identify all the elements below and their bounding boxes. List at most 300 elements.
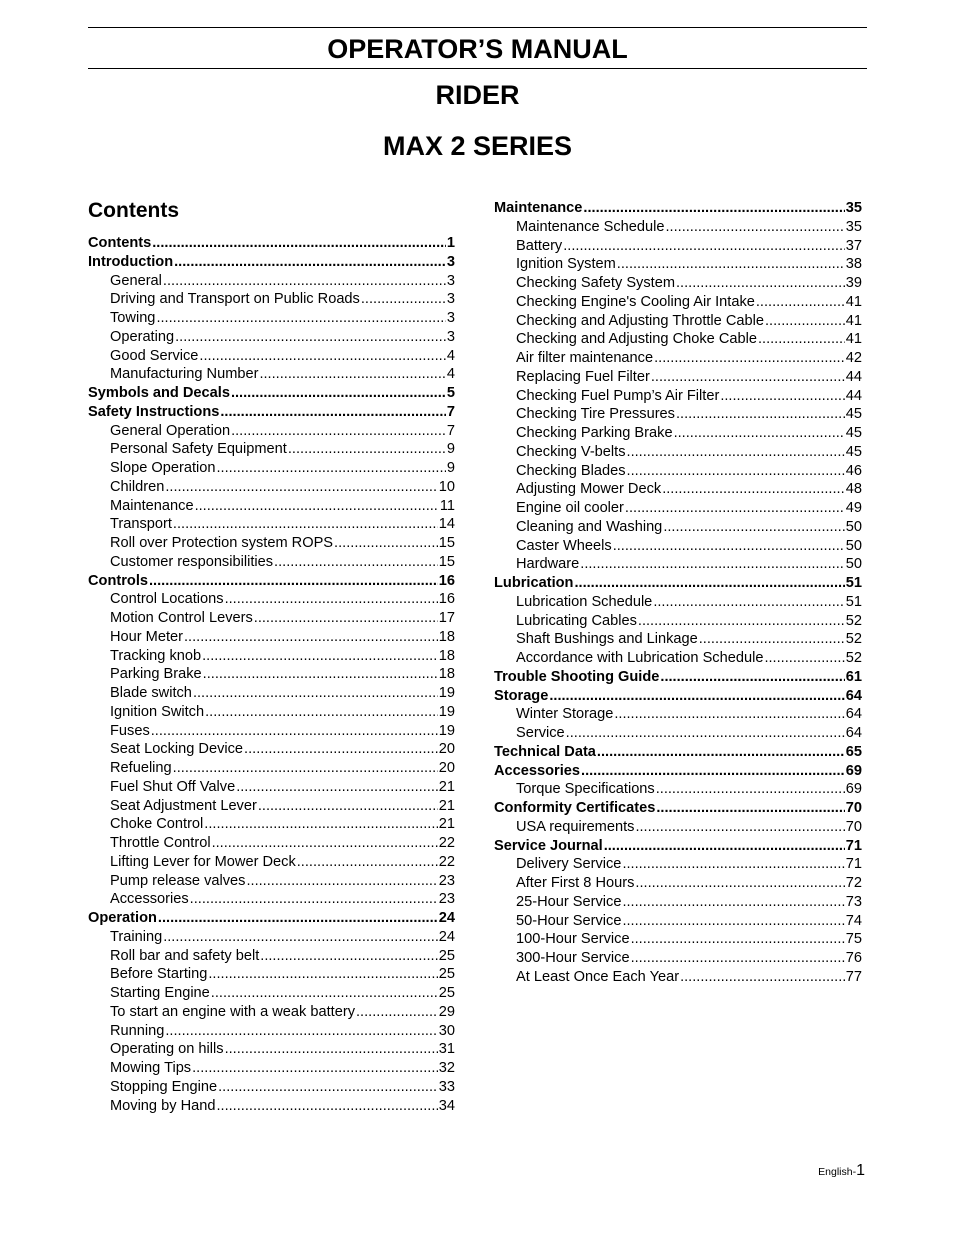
toc-entry-label: Safety Instructions bbox=[88, 403, 220, 420]
toc-entry-page: 65 bbox=[845, 743, 862, 760]
toc-subsection-entry[interactable] bbox=[88, 365, 455, 384]
toc-dot-leader bbox=[254, 609, 438, 628]
toc-dot-leader bbox=[583, 199, 844, 218]
toc-dot-leader bbox=[613, 537, 845, 556]
toc-section-entry[interactable] bbox=[494, 762, 862, 781]
toc-subsection-entry[interactable] bbox=[88, 497, 455, 516]
toc-entry-label: Shaft Bushings and Linkage bbox=[516, 631, 698, 648]
toc-entry-page: 15 bbox=[438, 535, 455, 551]
toc-entry-label: Accessories bbox=[110, 891, 189, 908]
toc-entry-page: 49 bbox=[845, 500, 862, 516]
toc-entry-label: Checking V-belts bbox=[516, 443, 626, 460]
toc-entry-label: Moving by Hand bbox=[110, 1097, 216, 1114]
toc-entry-page: 61 bbox=[845, 668, 862, 685]
toc-subsection-entry[interactable] bbox=[494, 930, 862, 949]
toc-dot-leader bbox=[246, 872, 437, 891]
toc-entry-page: 39 bbox=[845, 275, 862, 291]
toc-subsection-entry[interactable] bbox=[494, 330, 862, 349]
toc-entry-label: Service bbox=[516, 725, 565, 741]
toc-entry-page: 16 bbox=[438, 591, 455, 608]
toc-subsection-entry[interactable] bbox=[494, 649, 862, 668]
toc-dot-leader bbox=[211, 984, 438, 1003]
toc-entry-page: 46 bbox=[845, 462, 862, 479]
toc-section-entry[interactable] bbox=[494, 837, 862, 856]
toc-entry-label: Lubricating Cables bbox=[516, 612, 637, 629]
toc-subsection-entry[interactable] bbox=[494, 555, 862, 574]
toc-dot-leader bbox=[212, 834, 438, 853]
toc-subsection-entry[interactable] bbox=[88, 309, 455, 328]
toc-dot-leader bbox=[638, 612, 845, 631]
toc-subsection-entry[interactable] bbox=[88, 590, 455, 609]
toc-dot-leader bbox=[260, 947, 438, 966]
toc-entry-label: Seat Adjustment Lever bbox=[110, 797, 257, 814]
toc-entry-label: Lifting Lever for Mower Deck bbox=[110, 853, 296, 870]
toc-subsection-entry[interactable] bbox=[494, 480, 862, 499]
toc-subsection-entry[interactable] bbox=[494, 593, 862, 612]
toc-entry-label: Trouble Shooting Guide bbox=[494, 668, 660, 685]
toc-entry-label: Roll over Protection system ROPS bbox=[110, 535, 334, 551]
toc-subsection-entry[interactable] bbox=[494, 312, 862, 331]
toc-entry-page: 52 bbox=[845, 650, 862, 666]
toc-entry-label: Checking Blades bbox=[516, 462, 626, 479]
toc-entry-page: 38 bbox=[845, 256, 862, 273]
toc-dot-leader bbox=[175, 328, 446, 347]
toc-entry-label: Operation bbox=[88, 910, 157, 926]
toc-entry-page: 64 bbox=[845, 706, 862, 723]
toc-entry-label: Operating bbox=[110, 328, 175, 345]
toc-entry-page: 45 bbox=[845, 443, 862, 460]
toc-dot-leader bbox=[699, 630, 845, 649]
toc-entry-page: 76 bbox=[845, 950, 862, 966]
toc-subsection-entry[interactable] bbox=[494, 237, 862, 256]
toc-subsection-entry[interactable] bbox=[494, 912, 862, 931]
toc-entry-page: 35 bbox=[845, 200, 862, 216]
toc-entry-label: Engine oil cooler bbox=[516, 500, 624, 516]
toc-entry-page: 37 bbox=[845, 237, 862, 254]
toc-dot-leader bbox=[258, 797, 438, 816]
toc-subsection-entry[interactable] bbox=[88, 647, 455, 666]
toc-section-entry[interactable] bbox=[88, 234, 455, 253]
toc-entry-label: Lubrication Schedule bbox=[516, 593, 653, 610]
toc-dot-leader bbox=[653, 593, 844, 612]
toc-entry-page: 44 bbox=[845, 387, 862, 404]
toc-entry-label: Training bbox=[110, 928, 163, 945]
toc-dot-leader bbox=[192, 1059, 438, 1078]
toc-dot-leader bbox=[205, 703, 438, 722]
toc-dot-leader bbox=[656, 780, 845, 799]
toc-dot-leader bbox=[173, 759, 438, 778]
toc-entry-page: 51 bbox=[845, 593, 862, 610]
toc-entry-page: 18 bbox=[438, 666, 455, 683]
toc-dot-leader bbox=[156, 309, 445, 328]
toc-left-column bbox=[88, 234, 455, 1115]
toc-subsection-entry[interactable] bbox=[494, 874, 862, 893]
toc-entry-page: 16 bbox=[438, 572, 455, 589]
toc-section-entry[interactable] bbox=[88, 253, 455, 272]
toc-dot-leader bbox=[765, 312, 845, 331]
toc-entry-page: 15 bbox=[438, 553, 455, 570]
toc-subsection-entry[interactable] bbox=[88, 1059, 455, 1078]
toc-entry-label: After First 8 Hours bbox=[516, 875, 635, 891]
toc-entry-page: 9 bbox=[446, 441, 455, 458]
toc-dot-leader bbox=[622, 893, 844, 912]
toc-entry-page: 71 bbox=[845, 837, 862, 854]
toc-dot-leader bbox=[617, 255, 845, 274]
toc-dot-leader bbox=[680, 968, 845, 987]
toc-dot-leader bbox=[193, 684, 438, 703]
toc-dot-leader bbox=[231, 422, 446, 441]
toc-entry-label: Motion Control Levers bbox=[110, 610, 253, 626]
toc-subsection-entry[interactable] bbox=[88, 928, 455, 947]
toc-section-entry[interactable] bbox=[494, 199, 862, 218]
toc-entry-label: 25-Hour Service bbox=[516, 893, 622, 910]
toc-subsection-entry[interactable] bbox=[494, 499, 862, 518]
toc-entry-label: Checking and Adjusting Throttle Cable bbox=[516, 312, 764, 329]
toc-entry-label: Delivery Service bbox=[516, 856, 622, 873]
toc-entry-label: Driving and Transport on Public Roads bbox=[110, 291, 360, 308]
top-rule bbox=[88, 27, 867, 28]
toc-subsection-entry[interactable] bbox=[88, 1003, 455, 1022]
toc-entry-page: 75 bbox=[845, 931, 862, 948]
toc-dot-leader bbox=[764, 649, 844, 668]
toc-entry-page: 3 bbox=[446, 328, 455, 345]
toc-subsection-entry[interactable] bbox=[88, 440, 455, 459]
toc-entry-page: 52 bbox=[845, 612, 862, 629]
toc-entry-label: Maintenance bbox=[494, 200, 583, 216]
toc-dot-leader bbox=[625, 499, 845, 518]
toc-subsection-entry[interactable] bbox=[88, 684, 455, 703]
toc-entry-page: 17 bbox=[438, 610, 455, 626]
toc-subsection-entry[interactable] bbox=[88, 984, 455, 1003]
toc-dot-leader bbox=[604, 837, 845, 856]
toc-section-entry[interactable] bbox=[88, 384, 455, 403]
toc-entry-page: 24 bbox=[438, 910, 455, 926]
toc-subsection-entry[interactable] bbox=[494, 405, 862, 424]
toc-entry-label: Service Journal bbox=[494, 837, 603, 854]
toc-entry-label: 100-Hour Service bbox=[516, 931, 630, 948]
toc-subsection-entry[interactable] bbox=[88, 890, 455, 909]
toc-subsection-entry[interactable] bbox=[494, 612, 862, 631]
toc-entry-label: Technical Data bbox=[494, 743, 596, 760]
toc-entry-label: Starting Engine bbox=[110, 985, 210, 1001]
toc-subsection-entry[interactable] bbox=[88, 515, 455, 534]
toc-dot-leader bbox=[627, 462, 845, 481]
toc-dot-leader bbox=[158, 909, 438, 928]
toc-section-entry[interactable] bbox=[494, 799, 862, 818]
toc-entry-page: 1 bbox=[446, 235, 455, 251]
toc-entry-label: Torque Specifications bbox=[516, 781, 655, 798]
toc-dot-leader bbox=[676, 274, 845, 293]
toc-entry-label: Operating on hills bbox=[110, 1041, 224, 1058]
toc-subsection-entry[interactable] bbox=[88, 534, 455, 553]
toc-subsection-entry[interactable] bbox=[88, 609, 455, 628]
toc-dot-leader bbox=[163, 928, 438, 947]
toc-dot-leader bbox=[225, 1040, 438, 1059]
toc-dot-leader bbox=[662, 480, 845, 499]
toc-dot-leader bbox=[202, 647, 438, 666]
toc-subsection-entry[interactable] bbox=[494, 818, 862, 837]
toc-dot-leader bbox=[720, 387, 844, 406]
toc-entry-label: Throttle Control bbox=[110, 835, 211, 851]
toc-dot-leader bbox=[208, 965, 437, 984]
toc-subsection-entry[interactable] bbox=[88, 478, 455, 497]
toc-entry-page: 72 bbox=[845, 875, 862, 891]
toc-entry-label: General Operation bbox=[110, 422, 231, 439]
toc-entry-page: 50 bbox=[845, 537, 862, 554]
toc-subsection-entry[interactable] bbox=[88, 797, 455, 816]
toc-dot-leader bbox=[149, 572, 438, 591]
toc-entry-label: Checking Safety System bbox=[516, 275, 675, 291]
toc-entry-label: Adjusting Mower Deck bbox=[516, 481, 662, 498]
toc-dot-leader bbox=[216, 459, 445, 478]
page-footer bbox=[818, 1161, 865, 1182]
toc-entry-label: Symbols and Decals bbox=[88, 385, 230, 401]
toc-subsection-entry[interactable] bbox=[88, 459, 455, 478]
toc-entry-page: 19 bbox=[438, 703, 455, 720]
toc-dot-leader bbox=[614, 705, 844, 724]
toc-dot-leader bbox=[758, 330, 845, 349]
toc-entry-label: Conformity Certificates bbox=[494, 800, 656, 816]
toc-subsection-entry[interactable] bbox=[494, 630, 862, 649]
toc-subsection-entry[interactable] bbox=[494, 443, 862, 462]
toc-dot-leader bbox=[665, 218, 844, 237]
toc-dot-leader bbox=[231, 384, 446, 403]
toc-dot-leader bbox=[174, 253, 446, 272]
toc-entry-label: Ignition Switch bbox=[110, 703, 205, 720]
toc-entry-page: 20 bbox=[438, 760, 455, 776]
toc-entry-label: 300-Hour Service bbox=[516, 950, 630, 966]
toc-entry-page: 70 bbox=[845, 800, 862, 816]
toc-entry-label: Roll bar and safety belt bbox=[110, 947, 260, 964]
toc-subsection-entry[interactable] bbox=[88, 328, 455, 347]
toc-section-entry[interactable] bbox=[494, 574, 862, 593]
toc-subsection-entry[interactable] bbox=[494, 855, 862, 874]
toc-subsection-entry[interactable] bbox=[88, 759, 455, 778]
toc-dot-leader bbox=[216, 1097, 437, 1116]
toc-subsection-entry[interactable] bbox=[88, 1022, 455, 1041]
toc-dot-leader bbox=[563, 237, 845, 256]
toc-subsection-entry[interactable] bbox=[88, 965, 455, 984]
toc-dot-leader bbox=[676, 405, 845, 424]
manual-title: OPERATOR’S MANUAL bbox=[327, 34, 628, 64]
toc-entry-page: 4 bbox=[446, 366, 455, 383]
toc-dot-leader bbox=[361, 290, 446, 309]
toc-entry-page: 25 bbox=[438, 947, 455, 964]
toc-dot-leader bbox=[635, 874, 844, 893]
toc-dot-leader bbox=[580, 555, 845, 574]
toc-entry-page: 3 bbox=[446, 272, 455, 289]
toc-subsection-entry[interactable] bbox=[494, 893, 862, 912]
toc-subsection-entry[interactable] bbox=[494, 537, 862, 556]
toc-dot-leader bbox=[566, 724, 845, 743]
toc-entry-page: 70 bbox=[845, 818, 862, 835]
toc-entry-label: Stopping Engine bbox=[110, 1078, 218, 1095]
toc-section-entry[interactable] bbox=[494, 743, 862, 762]
toc-entry-page: 42 bbox=[845, 350, 862, 366]
toc-entry-page: 50 bbox=[845, 556, 862, 573]
toc-subsection-entry[interactable] bbox=[494, 424, 862, 443]
toc-section-entry[interactable] bbox=[88, 572, 455, 591]
toc-entry-page: 64 bbox=[845, 725, 862, 741]
toc-entry-page: 41 bbox=[845, 331, 862, 348]
toc-subsection-entry[interactable] bbox=[88, 853, 455, 872]
toc-entry-page: 4 bbox=[446, 347, 455, 364]
toc-subsection-entry[interactable] bbox=[88, 272, 455, 291]
toc-entry-page: 20 bbox=[438, 741, 455, 758]
toc-dot-leader bbox=[334, 534, 438, 553]
toc-entry-label: Before Starting bbox=[110, 966, 208, 983]
toc-subsection-entry[interactable] bbox=[88, 947, 455, 966]
toc-dot-leader bbox=[163, 272, 446, 291]
toc-dot-leader bbox=[631, 930, 845, 949]
toc-entry-label: Battery bbox=[516, 237, 563, 254]
toc-subsection-entry[interactable] bbox=[494, 293, 862, 312]
toc-dot-leader bbox=[574, 574, 844, 593]
toc-entry-page: 19 bbox=[438, 685, 455, 701]
toc-dot-leader bbox=[190, 890, 438, 909]
toc-entry-page: 32 bbox=[438, 1060, 455, 1076]
toc-entry-label: Accessories bbox=[494, 762, 581, 779]
toc-entry-label: Maintenance Schedule bbox=[516, 218, 665, 235]
toc-entry-page: 23 bbox=[438, 891, 455, 908]
toc-subsection-entry[interactable] bbox=[494, 968, 862, 987]
toc-entry-page: 69 bbox=[845, 762, 862, 779]
toc-entry-page: 3 bbox=[446, 310, 455, 326]
toc-subsection-entry[interactable] bbox=[88, 872, 455, 891]
toc-entry-page: 7 bbox=[446, 422, 455, 439]
toc-entry-page: 31 bbox=[438, 1041, 455, 1058]
toc-subsection-entry[interactable] bbox=[88, 834, 455, 853]
toc-entry-label: 50-Hour Service bbox=[516, 912, 622, 929]
toc-subsection-entry[interactable] bbox=[88, 290, 455, 309]
toc-section-entry[interactable] bbox=[88, 403, 455, 422]
toc-entry-label: Maintenance bbox=[110, 497, 194, 514]
toc-entry-label: Checking and Adjusting Choke Cable bbox=[516, 331, 757, 348]
toc-entry-label: Manufacturing Number bbox=[110, 366, 259, 383]
toc-entry-page: 18 bbox=[438, 647, 455, 664]
toc-entry-page: 25 bbox=[438, 966, 455, 983]
toc-dot-leader bbox=[654, 349, 845, 368]
toc-entry-label: Accordance with Lubrication Schedule bbox=[516, 650, 764, 666]
toc-entry-label: Refueling bbox=[110, 760, 172, 776]
toc-subsection-entry[interactable] bbox=[88, 740, 455, 759]
toc-entry-page: 9 bbox=[446, 460, 455, 476]
toc-entry-label: Good Service bbox=[110, 347, 199, 364]
toc-entry-label: Running bbox=[110, 1022, 165, 1039]
toc-dot-leader bbox=[184, 628, 438, 647]
toc-entry-label: USA requirements bbox=[516, 818, 635, 835]
toc-entry-page: 35 bbox=[845, 218, 862, 235]
toc-subsection-entry[interactable] bbox=[494, 218, 862, 237]
toc-entry-page: 3 bbox=[446, 253, 455, 270]
product-title: RIDER bbox=[435, 80, 520, 110]
toc-dot-leader bbox=[635, 818, 844, 837]
toc-subsection-entry[interactable] bbox=[88, 722, 455, 741]
toc-subsection-entry[interactable] bbox=[88, 422, 455, 441]
toc-entry-label: Controls bbox=[88, 572, 148, 589]
toc-entry-label: Choke Control bbox=[110, 816, 204, 833]
toc-entry-label: Checking Engine's Cooling Air Intake bbox=[516, 293, 755, 310]
toc-dot-leader bbox=[236, 778, 438, 797]
toc-entry-page: 22 bbox=[438, 853, 455, 870]
toc-section-entry[interactable] bbox=[494, 668, 862, 687]
toc-dot-leader bbox=[297, 853, 438, 872]
toc-subsection-entry[interactable] bbox=[88, 347, 455, 366]
toc-dot-leader bbox=[651, 368, 845, 387]
toc-entry-label: Lubrication bbox=[494, 575, 574, 591]
toc-dot-leader bbox=[622, 912, 844, 931]
toc-entry-page: 34 bbox=[438, 1097, 455, 1114]
toc-entry-page: 74 bbox=[845, 912, 862, 929]
toc-entry-page: 24 bbox=[438, 928, 455, 945]
toc-entry-label: Checking Tire Pressures bbox=[516, 406, 675, 423]
toc-dot-leader bbox=[627, 443, 845, 462]
toc-dot-leader bbox=[195, 497, 439, 516]
toc-subsection-entry[interactable] bbox=[494, 255, 862, 274]
title-rule bbox=[88, 68, 867, 69]
toc-subsection-entry[interactable] bbox=[494, 518, 862, 537]
toc-entry-page: 10 bbox=[438, 478, 455, 495]
toc-entry-label: Slope Operation bbox=[110, 460, 216, 476]
toc-entry-label: Tracking knob bbox=[110, 647, 202, 664]
toc-dot-leader bbox=[622, 855, 844, 874]
toc-subsection-entry[interactable] bbox=[494, 949, 862, 968]
toc-entry-page: 48 bbox=[845, 481, 862, 498]
toc-subsection-entry[interactable] bbox=[494, 368, 862, 387]
toc-entry-label: Mowing Tips bbox=[110, 1060, 192, 1076]
toc-subsection-entry[interactable] bbox=[88, 665, 455, 684]
toc-entry-label: Cleaning and Washing bbox=[516, 518, 663, 535]
toc-entry-label: Blade switch bbox=[110, 685, 192, 701]
toc-subsection-entry[interactable] bbox=[88, 1078, 455, 1097]
toc-subsection-entry[interactable] bbox=[494, 387, 862, 406]
toc-subsection-entry[interactable] bbox=[88, 628, 455, 647]
toc-dot-leader bbox=[756, 293, 845, 312]
toc-dot-leader bbox=[631, 949, 845, 968]
page-number: 1 bbox=[856, 1162, 865, 1179]
toc-dot-leader bbox=[244, 740, 438, 759]
toc-subsection-entry[interactable] bbox=[88, 703, 455, 722]
toc-subsection-entry[interactable] bbox=[88, 1097, 455, 1116]
toc-subsection-entry[interactable] bbox=[88, 815, 455, 834]
toc-entry-page: 23 bbox=[438, 872, 455, 889]
toc-subsection-entry[interactable] bbox=[88, 778, 455, 797]
toc-entry-page: 3 bbox=[446, 291, 455, 308]
toc-entry-label: Storage bbox=[494, 687, 549, 704]
toc-dot-leader bbox=[259, 365, 445, 384]
toc-entry-page: 64 bbox=[845, 687, 862, 704]
toc-section-entry[interactable] bbox=[88, 909, 455, 928]
toc-subsection-entry[interactable] bbox=[88, 553, 455, 572]
toc-subsection-entry[interactable] bbox=[494, 349, 862, 368]
toc-entry-page: 77 bbox=[845, 968, 862, 985]
toc-entry-page: 21 bbox=[438, 816, 455, 833]
toc-subsection-entry[interactable] bbox=[494, 705, 862, 724]
toc-entry-page: 22 bbox=[438, 835, 455, 851]
toc-subsection-entry[interactable] bbox=[494, 462, 862, 481]
toc-dot-leader bbox=[663, 518, 844, 537]
toc-subsection-entry[interactable] bbox=[88, 1040, 455, 1059]
toc-dot-leader bbox=[165, 1022, 437, 1041]
toc-section-entry[interactable] bbox=[494, 687, 862, 706]
toc-entry-page: 69 bbox=[845, 781, 862, 798]
toc-dot-leader bbox=[152, 234, 446, 253]
toc-subsection-entry[interactable] bbox=[494, 724, 862, 743]
toc-dot-leader bbox=[225, 590, 438, 609]
toc-subsection-entry[interactable] bbox=[494, 780, 862, 799]
toc-entry-page: 18 bbox=[438, 628, 455, 645]
toc-subsection-entry[interactable] bbox=[494, 274, 862, 293]
